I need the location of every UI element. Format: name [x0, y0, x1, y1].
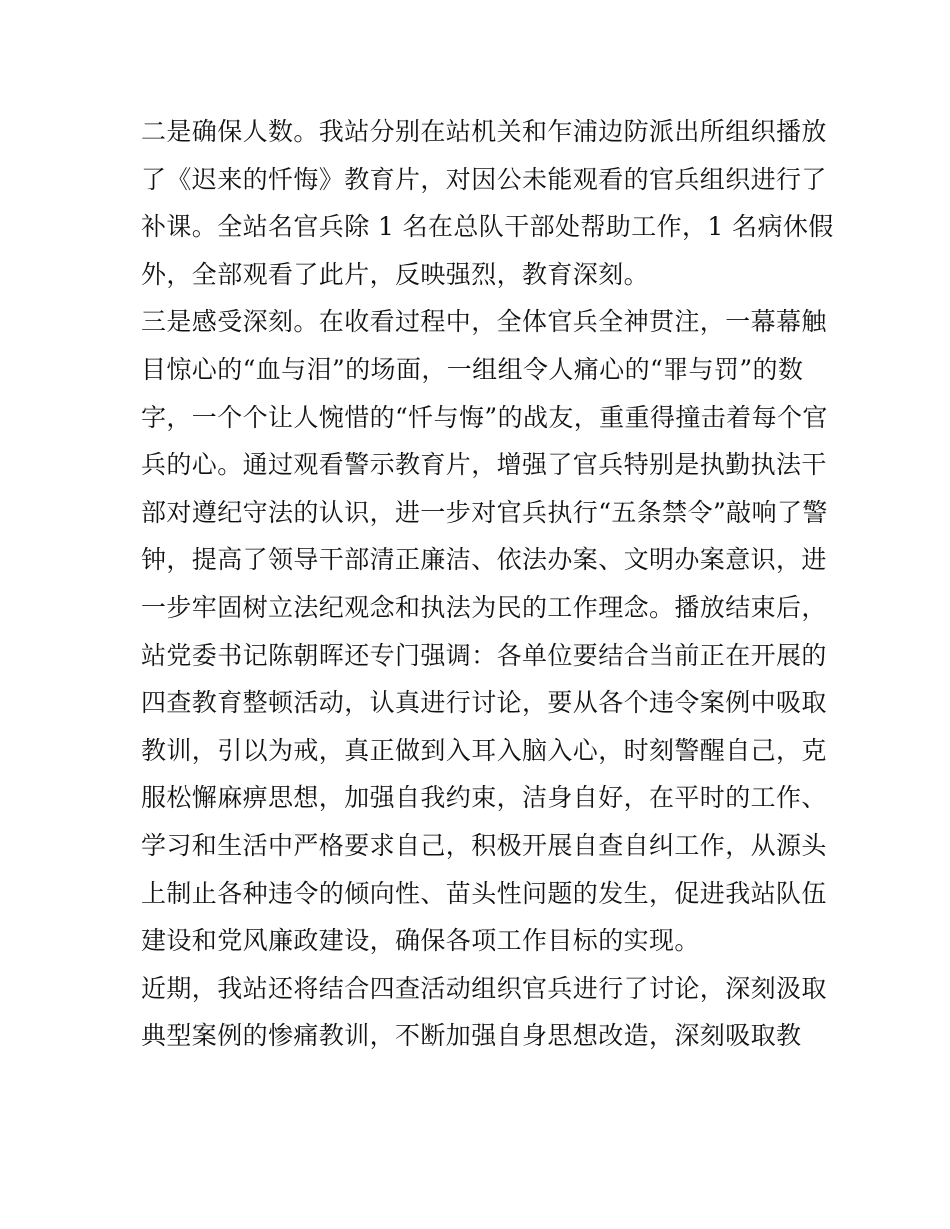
- text-line: 目惊心的“血与泪”的场面，一组组令人痛心的“罪与罚”的数: [141, 354, 804, 384]
- text-line: 钟，提高了领导干部清正廉洁、依法办案、文明办案意识，进: [141, 545, 827, 575]
- text-line: 三是感受深刻。在收看过程中，全体官兵全神贯注，一幕幕触: [141, 307, 827, 337]
- text-line: 二是确保人数。我站分别在站机关和乍浦边防派出所组织播放: [141, 117, 827, 146]
- text-line: 部对遵纪守法的认识，进一步对官兵执行“五条禁令”敲响了警: [141, 497, 828, 527]
- text-line: 字，一个个让人惋惜的“忏与悔”的战友，重重得撞击着每个官: [141, 402, 828, 432]
- text-line: 服松懈麻痹思想，加强自我约束，洁身自好，在平时的工作、: [141, 783, 827, 813]
- text-line: 典型案例的惨痛教训，不断加强自身思想改造，深刻吸取教: [141, 1021, 802, 1051]
- text-line: 建设和党风廉政建设，确保各项工作目标的实现。: [141, 926, 700, 956]
- text-line: 教训，引以为戒，真正做到入耳入脑入心，时刻警醒自己，克: [141, 735, 827, 765]
- text-line: 上制止各种违令的倾向性、苗头性问题的发生，促进我站队伍: [141, 878, 827, 908]
- text-line: 四查教育整顿活动，认真进行讨论，要从各个违令案例中吸取: [141, 688, 827, 718]
- text-line: 了《迟来的忏悔》教育片，对因公未能观看的官兵组织进行了: [141, 164, 827, 194]
- text-line: 站党委书记陈朝晖还专门强调：各单位要结合当前正在开展的: [141, 640, 827, 670]
- body-text: [141, 108, 834, 1060]
- text-line: 补课。全站名官兵除 1 名在总队干部处帮助工作，1 名病休假: [141, 212, 834, 242]
- text-line: 学习和生活中严格要求自己，积极开展自查自纠工作，从源头: [141, 830, 827, 860]
- text-line: 近期，我站还将结合四查活动组织官兵进行了讨论，深刻汲取: [141, 973, 827, 1003]
- text-line: 一步牢固树立法纪观念和执法为民的工作理念。播放结束后，: [141, 592, 827, 622]
- text-line: 外，全部观看了此片，反映强烈，教育深刻。: [141, 259, 650, 289]
- text-line: 兵的心。通过观看警示教育片，增强了官兵特别是执勤执法干: [141, 450, 827, 480]
